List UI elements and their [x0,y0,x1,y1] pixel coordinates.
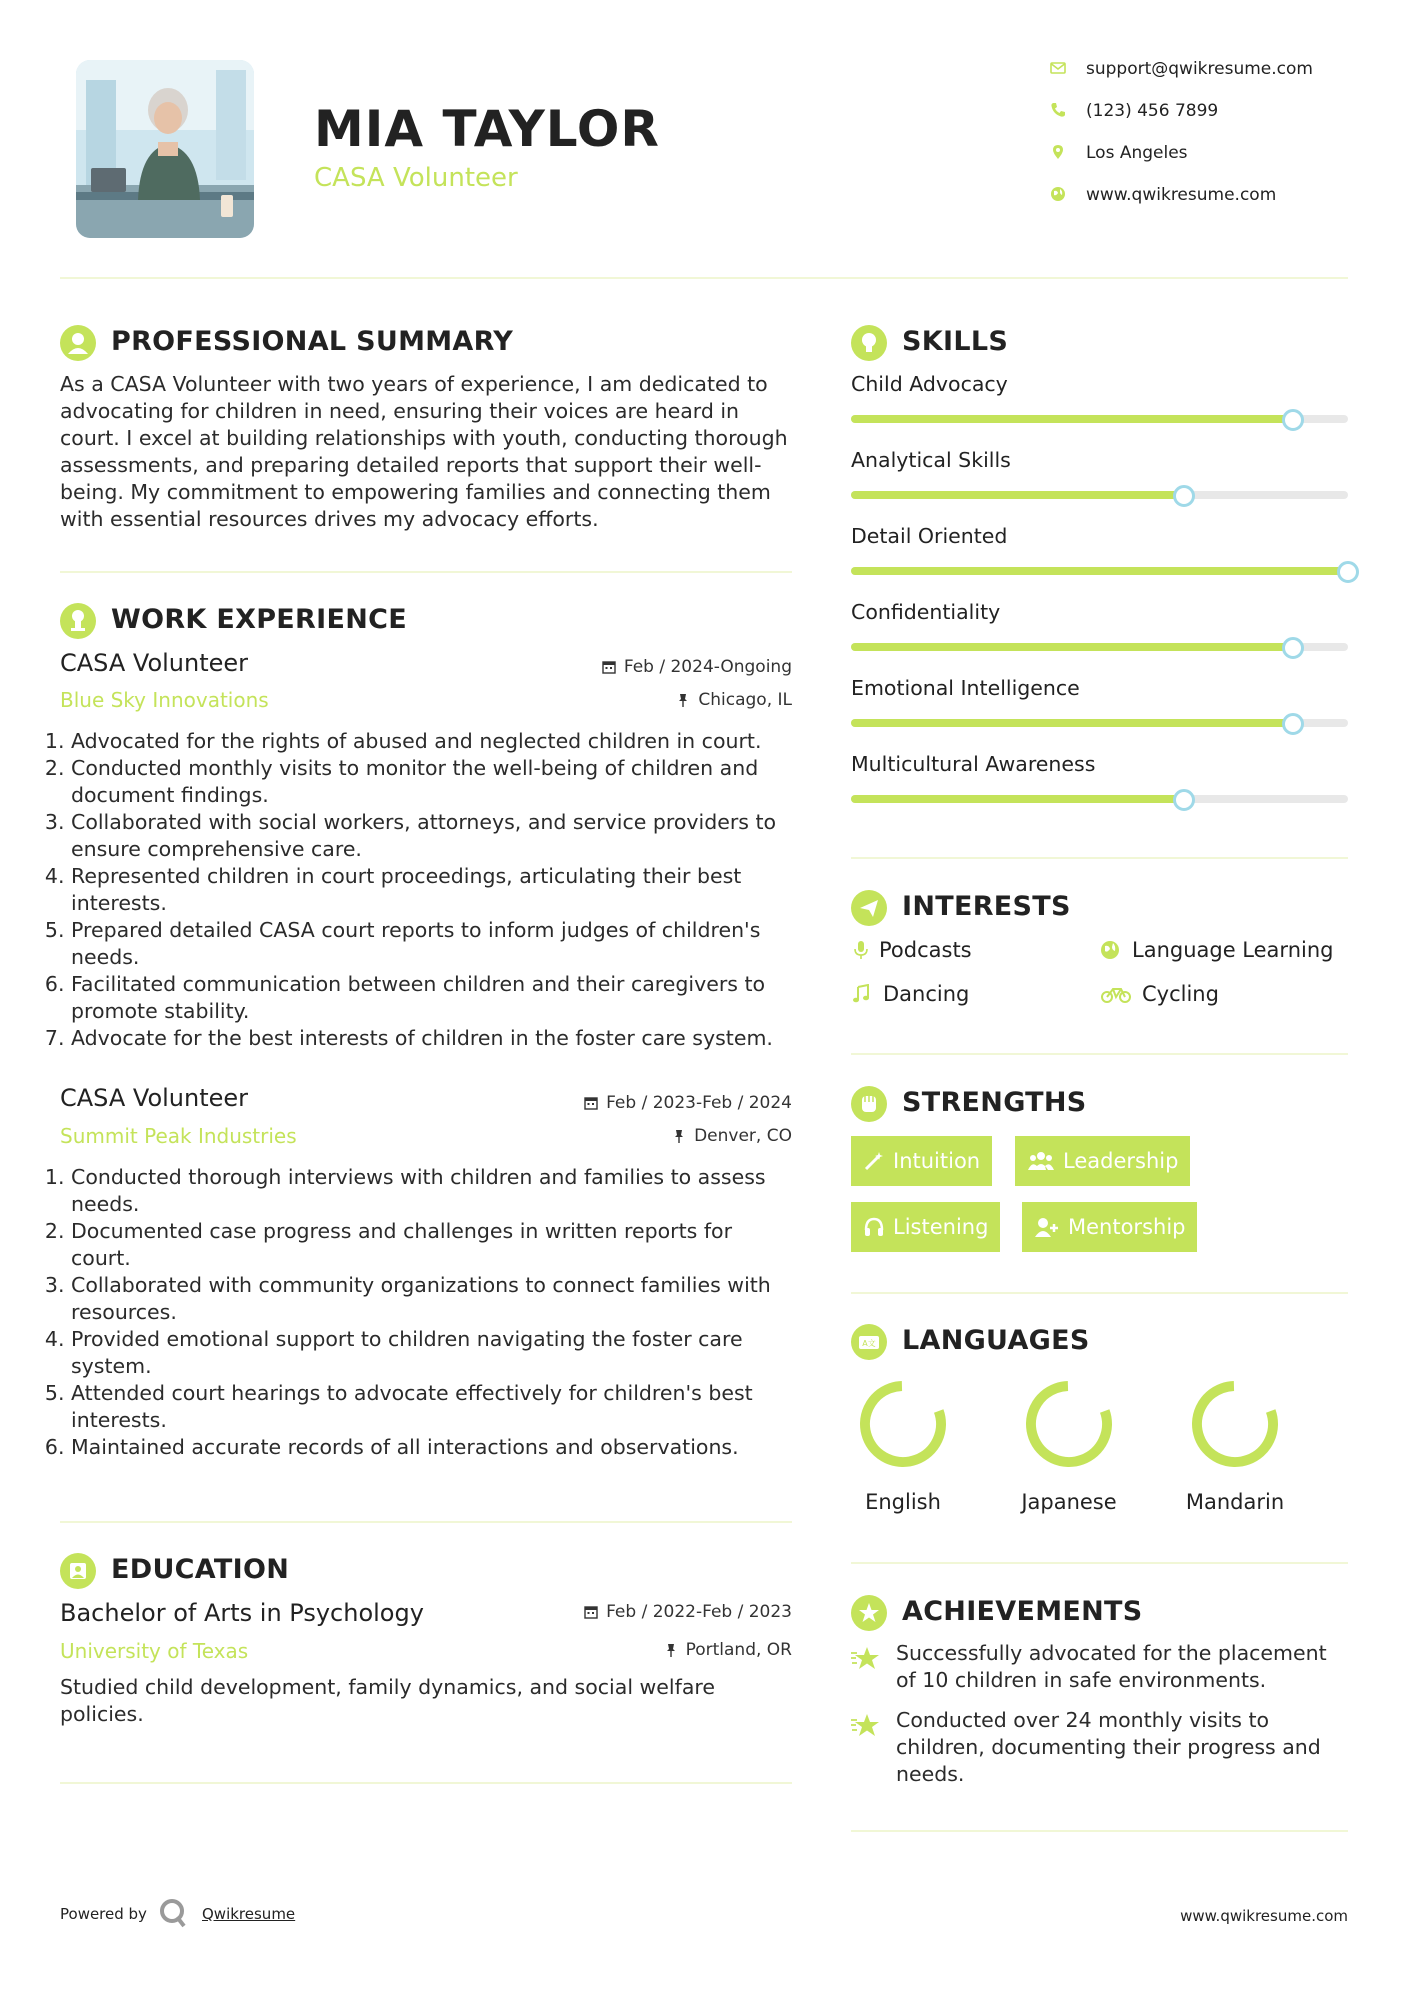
skill-name: Multicultural Awareness [851,752,1096,776]
skills-divider [851,857,1348,859]
language-icon [851,1324,887,1360]
achievement-2: Conducted over 24 monthly visits to children, documenting their progress and needs. [896,1708,1321,1786]
contact-email-text: support@qwikresume.com [1086,59,1313,79]
education-description: Studied child development, family dynamics, and social welfare policies. [60,1675,715,1726]
language-proficiency-ring [853,1374,953,1474]
job-2-company: Summit Peak Industries [60,1124,297,1148]
strength-label: Listening [893,1215,989,1239]
calendar-icon [602,660,616,674]
list-item: 1. Advocated for the rights of abused and neglected children in court. [71,728,793,755]
language-proficiency-ring [1019,1374,1119,1474]
skill-level-fill [851,567,1348,575]
list-item: 4. Provided emotional support to children navigating the foster care system. [71,1326,793,1380]
skill-level-bar [851,719,1348,727]
star-award-icon [851,1712,881,1738]
skill-level-knob [1282,637,1304,659]
skill-name: Emotional Intelligence [851,676,1080,700]
achievement-1: Successfully advocated for the placement of 10 children in safe environments. [896,1641,1327,1692]
calendar-icon [584,1605,598,1619]
strengths-divider [851,1292,1348,1294]
contact-website-text: www.qwikresume.com [1086,185,1277,205]
skill-level-bar [851,491,1348,499]
award-icon [851,1595,887,1631]
work-title: WORK EXPERIENCE [111,604,407,635]
skill-level-fill [851,415,1293,423]
summary-divider [60,571,792,573]
language-name: Mandarin [1185,1490,1285,1514]
education-dates-text: Feb / 2022-Feb / 2023 [606,1602,792,1622]
list-item: 3. Collaborated with social workers, attorneys, and service providers to ensure comprehensive care. [71,809,793,863]
skill-name: Detail Oriented [851,524,1008,548]
language-name: English [865,1490,941,1514]
skill-name: Child Advocacy [851,372,1008,396]
education-dates [540,1602,792,1622]
graduation-icon [60,1553,96,1589]
music-note-icon [851,984,871,1004]
job-1-title: CASA Volunteer [60,649,249,677]
education-location-text: Portland, OR [685,1640,792,1660]
bicycle-icon [1100,984,1132,1004]
pushpin-icon [664,1643,678,1657]
list-item: 3. Collaborated with community organizations to connect families with resources. [71,1272,793,1326]
strength-label: Mentorship [1068,1215,1186,1239]
interest-podcasts [851,936,1071,964]
user-plus-icon [1034,1216,1060,1238]
qwikresume-logo-icon [158,1897,188,1929]
header-divider [60,277,1348,279]
interest-label: Language Learning [1132,938,1334,962]
phone-icon [1050,102,1066,118]
list-item: 1. Conducted thorough interviews with children and families to assess needs. [71,1164,793,1218]
language-ring-arc [1186,1375,1283,1472]
list-item: 2. Conducted monthly visits to monitor the well-being of children and document findings. [71,755,793,809]
languages-divider [851,1562,1348,1564]
job-1-duties [53,728,793,1052]
lightbulb-icon [851,325,887,361]
job-2-location [560,1126,792,1146]
education-divider [60,1782,792,1784]
education-school: University of Texas [60,1639,249,1663]
skill-level-knob [1173,485,1195,507]
skill-level-bar [851,567,1348,575]
strength-label: Leadership [1063,1149,1179,1173]
user-icon [60,325,96,361]
skill-level-fill [851,719,1293,727]
strengths-title: STRENGTHS [902,1087,1087,1118]
list-item: 5. Prepared detailed CASA court reports to inform judges of children's needs. [71,917,793,971]
list-item: 4. Represented children in court proceedings, articulating their best interests. [71,863,793,917]
footer-url[interactable]: www.qwikresume.com [1180,1907,1348,1925]
job-2-dates-text: Feb / 2023-Feb / 2024 [606,1093,792,1113]
interest-cycling [1100,980,1350,1008]
candidate-name: MIA TAYLOR [314,100,660,158]
skill-name: Confidentiality [851,600,1001,624]
contact-location [1050,138,1370,168]
globe-icon [1050,186,1066,202]
contact-email[interactable] [1050,54,1370,84]
language-proficiency-ring [1185,1374,1285,1474]
list-item: 6. Maintained accurate records of all interactions and observations. [71,1434,793,1461]
skill-level-knob [1173,789,1195,811]
pushpin-icon [672,1129,686,1143]
fist-icon [851,1086,887,1122]
strength-chip-mentorship [1022,1202,1197,1252]
job-1-location-text: Chicago, IL [698,690,792,710]
strength-label: Intuition [893,1149,981,1173]
skill-name: Analytical Skills [851,448,1011,472]
star-award-icon [851,1645,881,1671]
group-icon [1027,1150,1055,1172]
skill-level-fill [851,643,1293,651]
contact-phone[interactable] [1050,96,1370,126]
education-degree: Bachelor of Arts in Psychology [60,1599,424,1627]
paper-plane-icon [851,890,887,926]
language-ring-arc [1020,1375,1117,1472]
language-name: Japanese [1021,1490,1117,1514]
job-2-title: CASA Volunteer [60,1084,249,1112]
strength-chip-listening [851,1202,1000,1252]
list-item: 2. Documented case progress and challenges in written reports for court. [71,1218,793,1272]
skill-level-fill [851,795,1184,803]
job-2-location-text: Denver, CO [694,1126,792,1146]
interest-label: Podcasts [879,938,972,962]
summary-text: As a CASA Volunteer with two years of experience, I am dedicated to advocating for children in need, ensuring their voices are heard in court. I excel at building relationships with youth, conducting thorough assessments, and preparing detailed reports that support their well-being. My commitment to empowering families and connecting them with essential resources drives my advocacy efforts. [60,372,788,531]
education-title: EDUCATION [111,1554,290,1585]
list-item: 5. Attended court hearings to advocate effectively for children's best interests. [71,1380,793,1434]
location-pin-icon [1050,144,1066,160]
job-1-dates [560,657,792,677]
magic-wand-icon [863,1150,885,1172]
skills-title: SKILLS [902,326,1009,357]
calendar-icon [584,1096,598,1110]
profile-photo [76,60,254,238]
skill-level-knob [1282,409,1304,431]
candidate-role: CASA Volunteer [314,163,518,193]
work-divider [60,1521,792,1523]
skill-level-bar [851,643,1348,651]
achievements-title: ACHIEVEMENTS [902,1596,1143,1627]
interest-language-learning [1100,936,1350,964]
strength-chip-leadership [1015,1136,1190,1186]
skill-level-bar [851,415,1348,423]
headphones-icon [863,1216,885,1238]
pushpin-icon [676,693,690,707]
job-1-location [560,690,792,710]
skill-level-knob [1337,561,1359,583]
interest-label: Dancing [883,982,970,1006]
summary-title: PROFESSIONAL SUMMARY [111,326,514,357]
skill-level-bar [851,795,1348,803]
skill-level-knob [1282,713,1304,735]
job-1-dates-text: Feb / 2024-Ongoing [623,657,792,677]
job-1-company: Blue Sky Innovations [60,688,269,712]
job-2-dates [540,1093,792,1113]
microphone-icon [851,940,871,960]
briefcase-icon [60,603,96,639]
svg-text:A文: A文 [862,1339,876,1348]
contact-website[interactable] [1050,180,1370,210]
interests-title: INTERESTS [902,891,1071,922]
job-2-duties [53,1164,793,1461]
education-location [560,1640,792,1660]
interest-dancing [851,980,1071,1008]
language-ring-arc [854,1375,951,1472]
contact-location-text: Los Angeles [1086,143,1188,163]
globe-icon [1100,940,1120,960]
email-icon [1050,60,1066,76]
footer-powered-by: Powered by [60,1905,147,1923]
languages-title: LANGUAGES [902,1325,1090,1356]
strength-chip-intuition [851,1136,992,1186]
skill-level-fill [851,491,1184,499]
list-item: 7. Advocate for the best interests of children in the foster care system. [71,1025,793,1052]
footer-brand-link[interactable]: Qwikresume [202,1905,296,1923]
contact-phone-text: (123) 456 7899 [1086,101,1219,121]
achievements-divider [851,1830,1348,1832]
list-item: 6. Facilitated communication between children and their caregivers to promote stability. [71,971,793,1025]
interest-label: Cycling [1142,982,1219,1006]
interests-divider [851,1053,1348,1055]
